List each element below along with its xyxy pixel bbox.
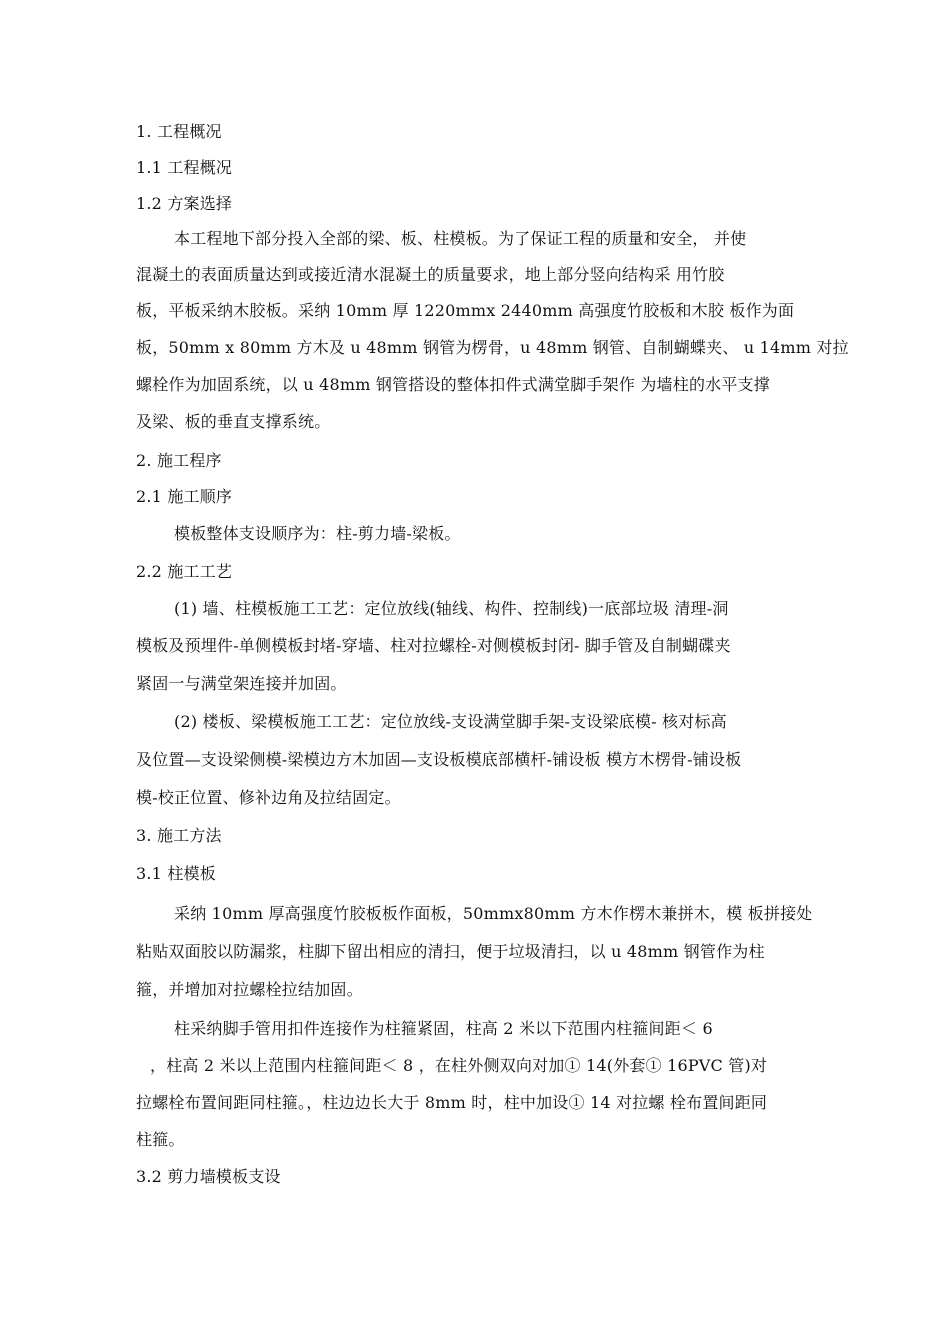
paragraph-line: (2) 楼板、梁模板施工工艺：定位放线-支设满堂脚手架-支设梁底模- 核对标高 xyxy=(174,712,727,731)
heading-3: 3. 施工方法 xyxy=(136,826,222,845)
paragraph-line: 紧固一与满堂架连接并加固。 xyxy=(136,674,347,693)
paragraph-line: 混凝土的表面质量达到或接近清水混凝土的质量要求，地上部分竖向结构采 用竹胶 xyxy=(136,265,725,284)
heading-1-1: 1.1 工程概况 xyxy=(136,158,233,177)
paragraph-line: 模-校正位置、修补边角及拉结固定。 xyxy=(136,788,401,807)
paragraph-line: 板，平板采纳木胶板。采纳 10mm 厚 1220mmx 2440mm 高强度竹胶板和木胶 板作为面 xyxy=(136,301,795,320)
heading-1: 1. 工程概况 xyxy=(136,122,222,141)
paragraph-line: 螺栓作为加固系统，以 u 48mm 钢管搭设的整体扣件式满堂脚手架作 为墙柱的水平支撑 xyxy=(136,375,770,394)
paragraph-line: 模板整体支设顺序为：柱-剪力墙-梁板。 xyxy=(174,524,461,543)
paragraph-line: 柱箍。 xyxy=(136,1130,185,1149)
paragraph-line: 及梁、板的垂直支撑系统。 xyxy=(136,412,331,431)
paragraph-line: 箍，并增加对拉螺栓拉结加固。 xyxy=(136,980,363,999)
paragraph-line: 柱采纳脚手管用扣件连接作为柱箍紧固，柱高 2 米以下范围内柱箍间距＜ 6 xyxy=(174,1019,713,1038)
paragraph-line: 采纳 10mm 厚高强度竹胶板板作面板，50mmx80mm 方木作楞木兼拼木，模 板拼接处 xyxy=(174,904,813,923)
heading-2-1: 2.1 施工顺序 xyxy=(136,487,233,506)
heading-2-2: 2.2 施工工艺 xyxy=(136,562,233,581)
paragraph-line: 模板及预埋件-单侧模板封堵-穿墙、柱对拉螺栓-对侧模板封闭- 脚手管及自制蝴碟夹 xyxy=(136,636,731,655)
paragraph-line: 粘贴双面胶以防漏浆，柱脚下留出相应的清扫，便于垃圾清扫，以 u 48mm 钢管作为柱 xyxy=(136,942,765,961)
paragraph-line: 本工程地下部分投入全部的梁、板、柱模板。为了保证工程的质量和安全， 并使 xyxy=(174,229,747,248)
paragraph-line: (1) 墙、柱模板施工工艺：定位放线(轴线、构件、控制线)一底部垃圾 清理-洞 xyxy=(174,599,729,618)
heading-2: 2. 施工程序 xyxy=(136,451,222,470)
paragraph-line: 拉螺栓布置间距同柱箍。，柱边边长大于 8mm 时，柱中加设① 14 对拉螺 栓布置间距同 xyxy=(136,1093,768,1112)
paragraph-line: 及位置—支设梁侧模-梁模边方木加固—支设板模底部横杆-铺设板 模方木楞骨-铺设板 xyxy=(136,750,742,769)
heading-3-2: 3.2 剪力墙模板支设 xyxy=(136,1167,281,1186)
heading-3-1: 3.1 柱模板 xyxy=(136,864,216,883)
paragraph-line: ，柱高 2 米以上范围内柱箍间距＜ 8 ，在柱外侧双向对加① 14(外套① 16PVC 管)对 xyxy=(150,1056,768,1075)
heading-1-2: 1.2 方案选择 xyxy=(136,194,233,213)
paragraph-line: 板，50mm x 80mm 方木及 u 48mm 钢管为楞骨，u 48mm 钢管、自制蝴蝶夹、 u 14mm 对拉 xyxy=(136,338,849,357)
